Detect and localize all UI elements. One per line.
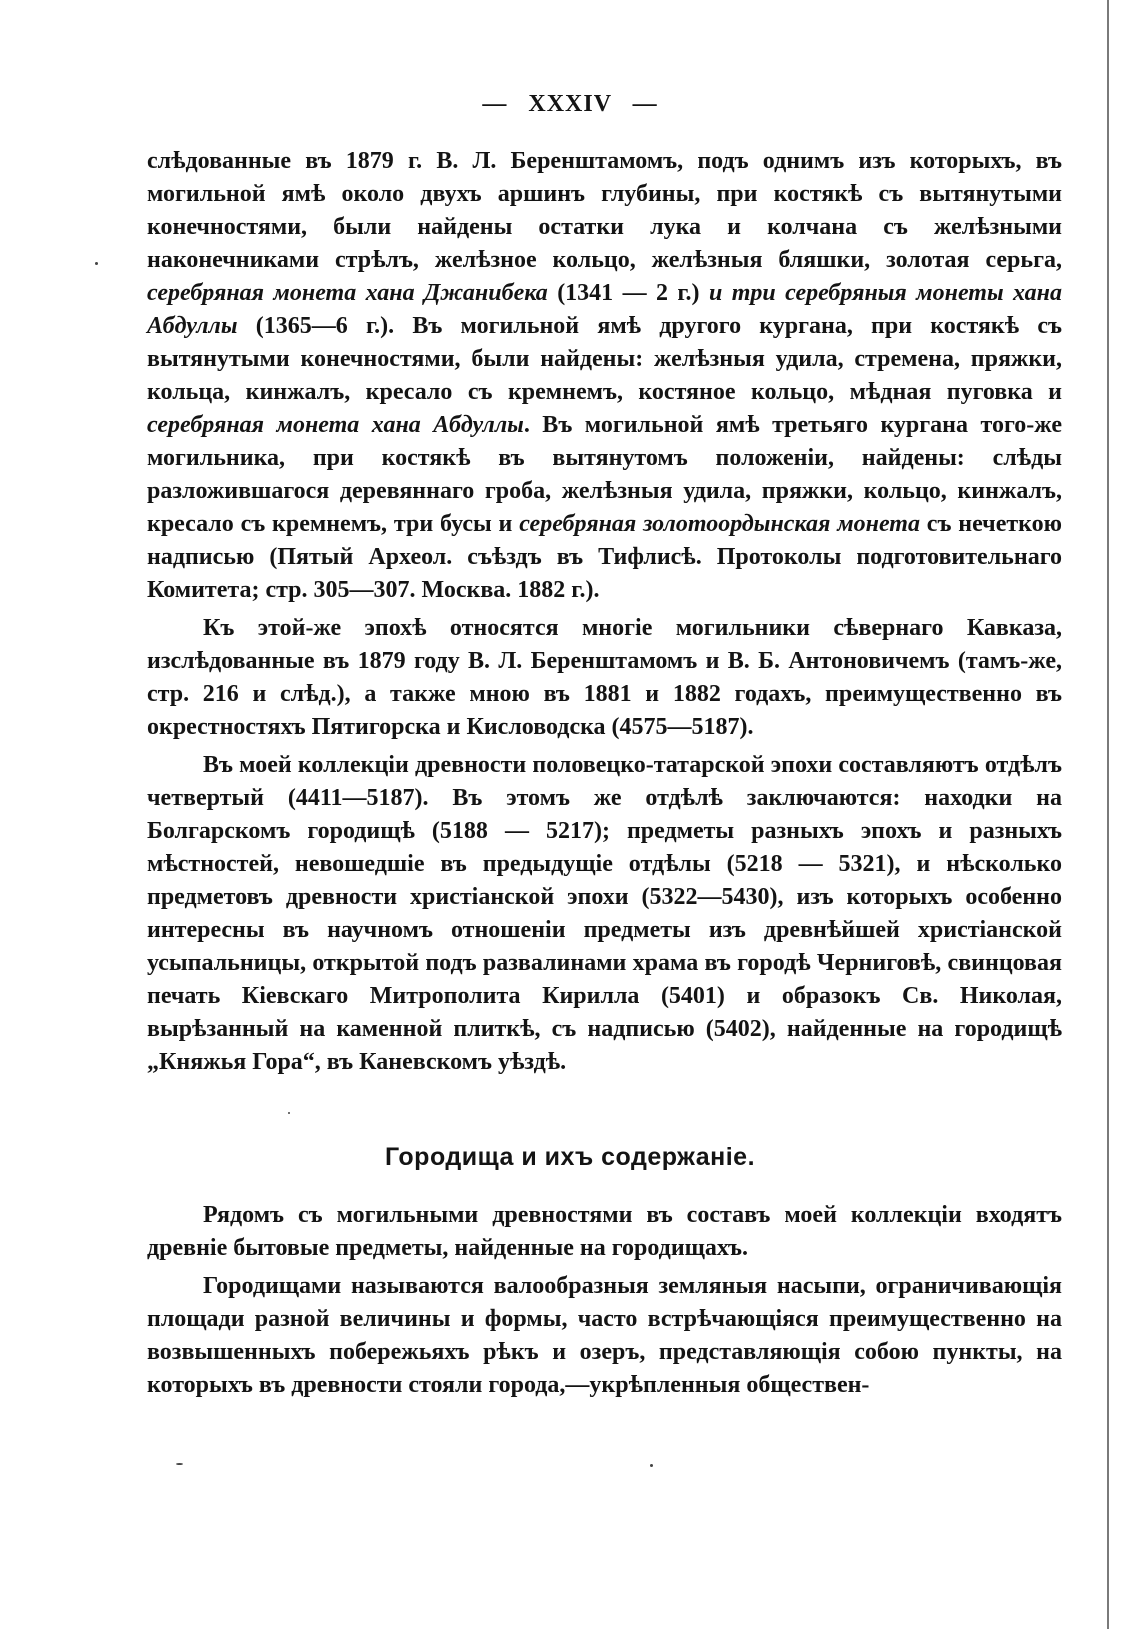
italic-run: и три серебряныя монеты хана Абдуллы <box>147 280 1063 339</box>
text-run: (1341 — 2 г.) <box>547 280 709 306</box>
italic-run: серебряная монета хана Джанибека <box>147 280 548 306</box>
page-number: — XXXIV — <box>482 91 658 117</box>
section-body-1 <box>147 145 1062 1079</box>
paragraph-graves-continued <box>147 145 1062 607</box>
italic-run: серебряная монета хана Абдуллы <box>147 412 524 438</box>
scan-speck <box>650 1464 653 1467</box>
section-body-2 <box>147 1199 1062 1402</box>
italic-run: серебряная золотоордынская монета <box>519 511 920 537</box>
text-run: (1365—6 г.). Въ могильной ямѣ другого кургана, при костякѣ съ вытянутыми конечностями, были найдены: желѣзныя удила, стремена, пряжки, кольца, кинжалъ, кресало съ кремнемъ, костяное кольцо, мѣдная пуговка и <box>147 313 1062 405</box>
scan-speck <box>95 262 98 265</box>
section-heading: Городища и ихъ содержаніе. <box>384 1143 756 1171</box>
text-run: . Въ могильной ямѣ третьяго кургана того-же могильника, при костякѣ въ вытянутомъ положеніи, найдены: слѣды разложившагося деревяннаго гроба, желѣзныя удила, пряжки, кольцо, кинжалъ, кресало съ кремнемъ, три бусы и <box>147 412 1062 537</box>
paragraph-settlement-definition: Городищами называются валообразныя земляныя насыпи, ограничивающія площади разной величины и формы, часто встрѣчающіяся преимущественно на возвышенныхъ побережьяхъ рѣкъ и озеръ, представляющія собою пункты, на которыхъ въ древности стояли города,—укрѣпленныя обществен- <box>147 1273 1062 1398</box>
paragraph-settlement-finds: Рядомъ съ могильными древностями въ составъ моей коллекціи входятъ древніе бытовые предметы, найденные на городищахъ. <box>147 1202 1062 1261</box>
text-run: слѣдованные въ 1879 г. В. Л. Беренштамомъ, подъ однимъ изъ которыхъ, въ могильной ямѣ около двухъ аршинъ глубины, при костякѣ съ вытянутыми конечностями, были найдены остатки лука и колчана съ желѣзными наконечниками стрѣлъ, желѣзное кольцо, желѣзныя бляшки, золотая серьга, <box>147 148 1062 273</box>
paragraph-caucasus-burials: Къ этой-же эпохѣ относятся многіе могильники сѣвернаго Кавказа, изслѣдованные въ 1879 году В. Л. Беренштамомъ и В. Б. Антоновичемъ (тамъ-же, стр. 216 и слѣд.), а также мною въ 1881 и 1882 годахъ, преимущественно въ окрестностяхъ Пятигорска и Кисловодска (4575—5187). <box>147 615 1062 740</box>
scan-speck <box>288 1112 290 1114</box>
paragraph-collection-section-four: Въ моей коллекціи древности половецко-татарской эпохи составляютъ отдѣлъ четвертый (4411—5187). Въ этомъ же отдѣлѣ заключаются: находки на Болгарскомъ городищѣ (5188 — 5217); предметы разныхъ эпохъ и разныхъ мѣстностей, невошедшіе въ предыдущіе отдѣлы (5218 — 5321), и нѣсколько предметовъ древности христіанской эпохи (5322—5430), изъ которыхъ особенно интересны въ научномъ отношеніи предметы изъ древнѣйшей христіанской усыпальницы, открытой подъ развалинами храма въ городѣ Черниговѣ, свинцовая печать Кіевскаго Митрополита Кирилла (5401) и образокъ Св. Николая, вырѣзанный на каменной плиткѣ, съ надписью (5402), найденные на городищѣ „Княжья Гора“, въ Каневскомъ уѣздѣ. <box>147 752 1062 1075</box>
text-run: съ нечеткою надписью (Пятый Археол. съѣздъ въ Тифлисѣ. Протоколы подготовительнаго Комитета; стр. 305—307. Москва. 1882 г.). <box>147 511 1062 603</box>
scan-edge-rule <box>1107 0 1109 1629</box>
scan-speck <box>176 1463 183 1465</box>
